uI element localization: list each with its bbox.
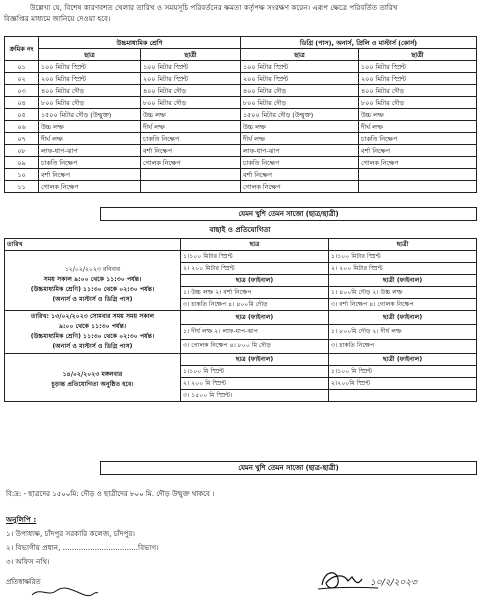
female-header: ছাত্রী <box>141 49 241 61</box>
day1-final-male: ৩। চাকতি নিক্ষেপ ৪। ৪০০মি দৌড় <box>181 299 329 311</box>
day2-male: ৩। গোলক নিক্ষেপ ৪। ৮০০ মি দৌড় <box>181 339 329 353</box>
event-row <box>5 169 477 181</box>
event-cell <box>359 181 477 193</box>
event-row <box>5 157 477 169</box>
intro-paragraph <box>4 2 474 24</box>
event-cell: লাফ-ধাপ-ঝাপ <box>241 145 359 157</box>
event-cell: ২০০ মিটার স্প্রিন্ট <box>141 73 241 85</box>
copy-item: ২। বিভাগীয় প্রধান, .................................বিভাগ। <box>6 543 159 552</box>
event-cell: দীর্ঘ লম্ফ <box>359 121 477 133</box>
day3-date: ১৪/০২/২০২৩ মঙ্গলবার <box>62 370 123 378</box>
event-row <box>5 181 477 193</box>
day1-final-female: ১। ৪০০মি দৌড় ২। উচ্চ লম্ফ <box>329 287 477 299</box>
event-cell: উচ্চ লম্ফ <box>141 109 241 121</box>
event-cell: ১০০ মিটার স্প্রিন্ট <box>39 61 141 73</box>
day3-male: ২। ২০০ মি স্প্রিন্ট <box>181 378 329 390</box>
event-cell: ১০০ মিটার স্প্রিন্ট <box>141 61 241 73</box>
day1-heat-female: ২। ২০০ মিটার স্প্রিন্ট <box>329 263 477 275</box>
day1-group1: (উচ্চমাধ্যমিক শ্রেণি) ১১:৩০ থেকে ০২:৩০ পর্যন্ত। <box>30 285 155 293</box>
intro-line: উল্লেখ্য যে, বিশেষ কারণবশত খেলার তারিখ ও সময়সূচি পরিবর্তনের ক্ষমতা কর্তৃপক্ষ সংরক্ষণ করেন। এরূপ ক্ষেত্রে পরিবর্তিত তারিখ <box>30 3 398 12</box>
event-cell: গোলক নিক্ষেপ <box>39 181 141 193</box>
event-cell: দীর্ঘ লম্ফ <box>241 133 359 145</box>
day1-final-male: ১। উচ্চ লম্ফ ২। বর্শা নিক্ষেপ <box>181 287 329 299</box>
copies-section <box>6 513 159 569</box>
event-cell: ৮০০ মিটার দৌড় <box>39 97 141 109</box>
event-cell: ১৫০০ মিটার দৌড় (উন্মুক্ত) <box>39 109 141 121</box>
intro-line: বিজ্ঞপ্তির মাধ্যমে জানিয়ে দেওয়া হবে। <box>4 14 111 23</box>
event-cell: ২০০ মিটার স্প্রিন্ট <box>359 73 477 85</box>
svg-text:১০/২/২০২৩: ১০/২/২০২৩ <box>370 578 418 588</box>
degree-header: ডিগ্রি (পাস), অনার্স, প্রিলি ও মাস্টার্স (কোর্স) <box>241 37 477 49</box>
day1-group2: (অনার্স ও মাস্টার্স ও ডিগ্রি পাস) <box>52 295 133 303</box>
day1-date: ১২/০২/২০২৩ রবিবার <box>64 265 121 273</box>
event-cell: দীর্ঘ লম্ফ <box>141 121 241 133</box>
events-body <box>5 61 477 193</box>
event-row <box>5 145 477 157</box>
female-header: ছাত্রী <box>329 239 477 251</box>
serial-cell: ১০ <box>5 169 39 181</box>
event-cell: ৮০০ মিটার দৌড় <box>359 97 477 109</box>
event-cell: উচ্চ লম্ফ <box>241 121 359 133</box>
day2-female: ১। ৮০০মি দৌড় ২। দীর্ঘ লম্ফ <box>329 325 477 339</box>
schedule-table <box>4 238 477 402</box>
day3-male: ১।১০০ মি স্প্রিন্ট <box>181 366 329 378</box>
event-row <box>5 97 477 109</box>
event-cell <box>141 181 241 193</box>
day1-heat-male: ২। ২০০ মিটার স্প্রিন্ট <box>181 263 329 275</box>
day3-female-empty <box>329 390 477 402</box>
event-cell: ৪০০ মিটার দৌড় <box>359 85 477 97</box>
event-row <box>5 121 477 133</box>
fancy-dress-banner: যেমন খুশি তেমন সাজো (ছাত্র/ছাত্রী) <box>100 207 477 221</box>
day1-time: সময় সকাল ৯:০০ থেকে ১১:৩০ পর্যন্ত। <box>43 275 142 283</box>
final-female-header: ছাত্রী (ফাইনাল) <box>329 354 477 366</box>
final-male-header: ছাত্র (ফাইনাল) <box>181 311 329 325</box>
male-header: ছাত্র <box>241 49 359 61</box>
event-cell: উচ্চ লম্ফ <box>39 121 141 133</box>
signature-left <box>30 585 100 599</box>
male-header: ছাত্র <box>39 49 141 61</box>
serial-cell: ০৫ <box>5 109 39 121</box>
event-cell: চাকতি নিক্ষেপ <box>359 133 477 145</box>
countersigned-label: প্রতিস্বাক্ষরিত <box>6 578 41 586</box>
event-row <box>5 85 477 97</box>
event-cell: চাকতি নিক্ষেপ <box>141 133 241 145</box>
special-note: বি:দ্র: - ছাত্রদের ১৫০০মি: দৌড় ও ছাত্রীদের ৮০০ মি. দৌড় উন্মুক্ত থাকবে । <box>6 490 215 498</box>
day3-female: ১।১০০ মি স্প্রিন্ট <box>329 366 477 378</box>
event-cell <box>141 169 241 181</box>
event-row <box>5 109 477 121</box>
day2-time: ৯:০০ থেকে ১১:৩০ পর্যন্ত। <box>58 323 127 330</box>
day1-heat-female: ১।১০০ মিটার স্প্রিন্ট <box>329 251 477 263</box>
event-cell: গোলক নিক্ষেপ <box>359 157 477 169</box>
event-cell: ১০০ মিটার স্প্রিন্ট <box>241 61 359 73</box>
female-header: ছাত্রী <box>359 49 477 61</box>
male-header: ছাত্র <box>181 239 329 251</box>
event-cell: দীর্ঘ লম্ফ <box>39 133 141 145</box>
serial-cell: ০৮ <box>5 145 39 157</box>
serial-cell: ০১ <box>5 61 39 73</box>
final-female-header: ছাত্রী (ফাইনাল) <box>329 275 477 287</box>
day2-group1: (উচ্চমাধ্যমিক শ্রেণি) ১১:৩০ থেকে ০২:৩০ পর্যন্ত। <box>30 333 155 340</box>
event-cell: ৮০০ মিটার দৌড় <box>141 97 241 109</box>
copies-heading: অনুলিপি : <box>6 515 37 524</box>
event-row <box>5 133 477 145</box>
serial-header: ক্রমিক নং <box>5 37 39 61</box>
event-cell: ৪০০ মিটার দৌড় <box>39 85 141 97</box>
event-cell: চাকতি নিক্ষেপ <box>39 157 141 169</box>
event-cell: লাফ-ধাপ-ঝাপ <box>39 145 141 157</box>
day1-heat-male: ১।১০০ মিটার স্প্রিন্ট <box>181 251 329 263</box>
copy-item: ৩। অফিস নথি। <box>6 557 50 566</box>
copy-item: ১। উপাধ্যক্ষ, চাঁদপুর সরকারি কলেজ, চাঁদপুর। <box>6 529 135 538</box>
events-table <box>4 36 477 193</box>
event-cell: গোলক নিক্ষেপ <box>241 181 359 193</box>
day2-male: ১। দীর্ঘ লম্ফ ২। লাফ-ধাপ-ঝাপ <box>181 325 329 339</box>
event-cell <box>359 169 477 181</box>
event-cell: ২০০ মিটার স্প্রিন্ট <box>241 73 359 85</box>
serial-cell: ০২ <box>5 73 39 85</box>
day1-date-cell <box>5 251 181 311</box>
event-row <box>5 61 477 73</box>
day2-group2: (অনার্স ও মাস্টার্স ও ডিগ্রি পাস) <box>52 343 133 350</box>
day2-female: ৩। চাকতি নিক্ষেপ <box>329 339 477 353</box>
serial-cell: ০৪ <box>5 97 39 109</box>
event-cell: ৪০০ মিটার দৌড় <box>141 85 241 97</box>
selection-title: বাছাই ও প্রতিযোগিতা <box>209 226 271 234</box>
day3-female: ২।২০০মি স্প্রিন্ট <box>329 378 477 390</box>
day2-date: তারিখ: ১৩/০২/২০২৩ সোমবার সময় সময় সকাল <box>30 313 155 320</box>
final-male-header: ছাত্র (ফাইনাল) <box>181 354 329 366</box>
event-cell: বর্শা নিক্ষেপ <box>141 145 241 157</box>
day2-date-cell <box>5 311 181 354</box>
day1-final-female: ৩। বর্শা নিক্ষেপ ৪। গোলক নিক্ষেপ <box>329 299 477 311</box>
day3-note: চূড়ান্ত প্রতিযোগিতা অনুষ্ঠিত হবে। <box>51 380 134 388</box>
serial-cell: ০৭ <box>5 133 39 145</box>
event-cell: ৮০০ মিটার দৌড় <box>241 97 359 109</box>
event-cell: বর্শা নিক্ষেপ <box>241 169 359 181</box>
day3-male: ৩। ১৫০০ মি স্প্রিন্ট। <box>181 390 329 402</box>
final-male-header: ছাত্র (ফাইনাল) <box>181 275 329 287</box>
serial-cell: ১১ <box>5 181 39 193</box>
event-cell: উচ্চ লম্ফ <box>359 109 477 121</box>
event-cell: গোলক নিক্ষেপ <box>141 157 241 169</box>
final-female-header: ছাত্রী (ফাইনাল) <box>329 311 477 325</box>
serial-cell: ০৩ <box>5 85 39 97</box>
fancy-dress-banner-2: যেমন খুশি তেমন সাজো (ছাত্র-ছাত্রী) <box>100 461 477 475</box>
event-cell: ২০০ মিটার স্প্রিন্ট <box>39 73 141 85</box>
event-cell: চাকতি নিক্ষেপ <box>241 157 359 169</box>
day3-date-cell <box>5 354 181 402</box>
hsc-header: উচ্চমাধ্যমিক শ্রেণি <box>39 37 241 49</box>
event-cell: ৪০০ মিটার দৌড় <box>241 85 359 97</box>
event-cell: বর্শা নিক্ষেপ <box>39 169 141 181</box>
event-cell: ১০০ মিটার স্প্রিন্ট <box>359 61 477 73</box>
serial-cell: ০৯ <box>5 157 39 169</box>
serial-cell: ০৬ <box>5 121 39 133</box>
event-row <box>5 73 477 85</box>
principal-signature <box>318 565 428 595</box>
date-header: তারিখ <box>5 239 181 251</box>
event-cell: ১৫০০ মিটার দৌড় (উন্মুক্ত) <box>241 109 359 121</box>
event-cell: বর্শা নিক্ষেপ <box>359 145 477 157</box>
